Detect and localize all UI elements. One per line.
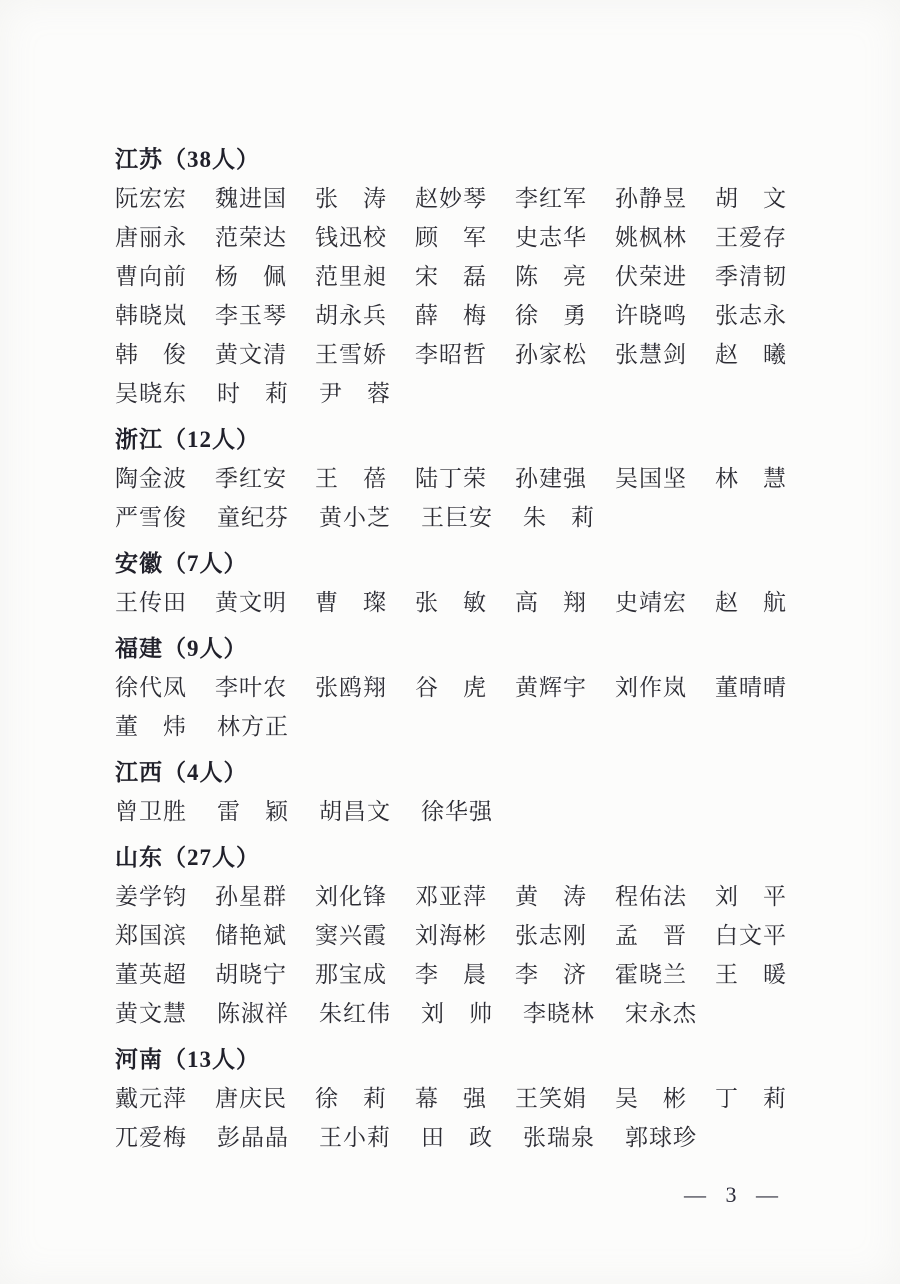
person-name: 李玉琴	[215, 303, 287, 328]
province-heading: 河南（13人）	[115, 1047, 260, 1072]
person-name: 雷 颖	[217, 799, 289, 824]
person-name: 阮宏宏	[115, 186, 187, 211]
person-name: 高 翔	[515, 590, 587, 615]
province-heading: 江西（4人）	[115, 760, 248, 785]
province-section	[115, 629, 787, 746]
province-heading: 山东（27人）	[115, 845, 260, 870]
person-name: 李昭哲	[415, 342, 487, 367]
province-heading: 浙江（12人）	[115, 427, 260, 452]
person-name: 徐华强	[421, 799, 493, 824]
province-section	[115, 420, 787, 537]
section-rows	[115, 668, 787, 746]
province-section	[115, 140, 787, 413]
person-name: 顾 军	[415, 225, 487, 250]
person-name: 霍晓兰	[615, 962, 687, 987]
person-name: 张志刚	[515, 923, 587, 948]
person-name: 刘 帅	[421, 1001, 493, 1026]
person-name: 史志华	[515, 225, 587, 250]
person-name: 朱 莉	[523, 505, 595, 530]
person-name: 季清韧	[715, 264, 787, 289]
person-name: 王 蓓	[315, 466, 387, 491]
person-name: 孙静昱	[615, 186, 687, 211]
name-row	[115, 994, 787, 1033]
person-name: 董 炜	[115, 714, 187, 739]
name-row	[115, 1079, 787, 1118]
person-name: 董英超	[115, 962, 187, 987]
name-row	[115, 218, 787, 257]
person-name: 董晴晴	[715, 675, 787, 700]
person-name: 赵 航	[715, 590, 787, 615]
person-name: 李叶农	[215, 675, 287, 700]
province-heading: 安徽（7人）	[115, 551, 248, 576]
person-name: 徐 莉	[315, 1086, 387, 1111]
name-row	[115, 955, 787, 994]
person-name: 幕 强	[415, 1086, 487, 1111]
province-heading: 江苏（38人）	[115, 147, 260, 172]
person-name: 李晓林	[523, 1001, 595, 1026]
person-name: 李 晨	[415, 962, 487, 987]
person-name: 谷 虎	[415, 675, 487, 700]
person-name: 唐丽永	[115, 225, 187, 250]
person-name: 王小莉	[319, 1125, 391, 1150]
person-name: 田 政	[421, 1125, 493, 1150]
person-name: 唐庆民	[215, 1086, 287, 1111]
person-name: 丁 莉	[715, 1086, 787, 1111]
person-name: 薛 梅	[415, 303, 487, 328]
section-rows	[115, 1079, 787, 1157]
person-name: 赵 曦	[715, 342, 787, 367]
person-name: 姜学钧	[115, 884, 187, 909]
section-rows	[115, 583, 787, 622]
person-name: 兀爱梅	[115, 1125, 187, 1150]
province-section	[115, 1040, 787, 1157]
person-name: 时 莉	[217, 381, 289, 406]
name-row	[115, 179, 787, 218]
person-name: 刘 平	[715, 884, 787, 909]
person-name: 张鸥翔	[315, 675, 387, 700]
person-name: 刘海彬	[415, 923, 487, 948]
person-name: 范荣达	[215, 225, 287, 250]
person-name: 黄小芝	[319, 505, 391, 530]
person-name: 王爱存	[715, 225, 787, 250]
person-name: 黄文明	[215, 590, 287, 615]
person-name: 黄辉宇	[515, 675, 587, 700]
section-rows	[115, 179, 787, 413]
person-name: 邓亚萍	[415, 884, 487, 909]
person-name: 王巨安	[421, 505, 493, 530]
person-name: 彭晶晶	[217, 1125, 289, 1150]
name-row	[115, 335, 787, 374]
person-name: 吴国坚	[615, 466, 687, 491]
person-name: 童纪芬	[217, 505, 289, 530]
person-name: 孙星群	[215, 884, 287, 909]
person-name: 陆丁荣	[415, 466, 487, 491]
person-name: 胡永兵	[315, 303, 387, 328]
person-name: 胡晓宁	[215, 962, 287, 987]
province-section	[115, 544, 787, 622]
person-name: 陈 亮	[515, 264, 587, 289]
person-name: 陶金波	[115, 466, 187, 491]
name-row	[115, 1118, 787, 1157]
name-row	[115, 792, 787, 831]
person-name: 李红军	[515, 186, 587, 211]
person-name: 张 涛	[315, 186, 387, 211]
person-name: 那宝成	[315, 962, 387, 987]
person-name: 伏荣进	[615, 264, 687, 289]
person-name: 张志永	[715, 303, 787, 328]
name-row	[115, 459, 787, 498]
person-name: 吴晓东	[115, 381, 187, 406]
person-name: 孙家松	[515, 342, 587, 367]
person-name: 许晓鸣	[615, 303, 687, 328]
name-row	[115, 916, 787, 955]
name-row	[115, 707, 787, 746]
name-row	[115, 583, 787, 622]
person-name: 曹 璨	[315, 590, 387, 615]
page-number: — 3 —	[684, 1182, 778, 1207]
person-name: 赵妙琴	[415, 186, 487, 211]
person-name: 郭球珍	[625, 1125, 697, 1150]
person-name: 韩晓岚	[115, 303, 187, 328]
name-row	[115, 877, 787, 916]
person-name: 李 济	[515, 962, 587, 987]
person-name: 储艳斌	[215, 923, 287, 948]
person-name: 王传田	[115, 590, 187, 615]
province-section	[115, 838, 787, 1033]
name-row	[115, 668, 787, 707]
person-name: 胡 文	[715, 186, 787, 211]
person-name: 韩 俊	[115, 342, 187, 367]
person-name: 陈淑祥	[217, 1001, 289, 1026]
person-name: 严雪俊	[115, 505, 187, 530]
province-heading: 福建（9人）	[115, 636, 248, 661]
section-rows	[115, 792, 787, 831]
person-name: 孙建强	[515, 466, 587, 491]
person-name: 黄文清	[215, 342, 287, 367]
person-name: 季红安	[215, 466, 287, 491]
person-name: 刘作岚	[615, 675, 687, 700]
person-name: 王笑娟	[515, 1086, 587, 1111]
province-section	[115, 753, 787, 831]
person-name: 钱迅校	[315, 225, 387, 250]
person-name: 刘化锋	[315, 884, 387, 909]
name-row	[115, 498, 787, 537]
person-name: 张瑞泉	[523, 1125, 595, 1150]
name-list	[115, 133, 787, 1157]
person-name: 胡昌文	[319, 799, 391, 824]
person-name: 杨 佩	[215, 264, 287, 289]
name-row	[115, 296, 787, 335]
person-name: 宋 磊	[415, 264, 487, 289]
person-name: 曾卫胜	[115, 799, 187, 824]
name-row	[115, 374, 787, 413]
person-name: 尹 蓉	[319, 381, 391, 406]
person-name: 林 慧	[715, 466, 787, 491]
person-name: 王 暖	[715, 962, 787, 987]
person-name: 林方正	[217, 714, 289, 739]
name-row	[115, 257, 787, 296]
person-name: 徐代凤	[115, 675, 187, 700]
person-name: 朱红伟	[319, 1001, 391, 1026]
person-name: 张 敏	[415, 590, 487, 615]
person-name: 黄 涛	[515, 884, 587, 909]
person-name: 郑国滨	[115, 923, 187, 948]
person-name: 张慧剑	[615, 342, 687, 367]
person-name: 范里昶	[315, 264, 387, 289]
person-name: 戴元萍	[115, 1086, 187, 1111]
person-name: 史靖宏	[615, 590, 687, 615]
person-name: 曹向前	[115, 264, 187, 289]
section-rows	[115, 877, 787, 1033]
person-name: 黄文慧	[115, 1001, 187, 1026]
person-name: 姚枫林	[615, 225, 687, 250]
person-name: 魏进国	[215, 186, 287, 211]
section-rows	[115, 459, 787, 537]
person-name: 徐 勇	[515, 303, 587, 328]
person-name: 窦兴霞	[315, 923, 387, 948]
person-name: 王雪娇	[315, 342, 387, 367]
person-name: 孟 晋	[615, 923, 687, 948]
person-name: 宋永杰	[625, 1001, 697, 1026]
person-name: 白文平	[715, 923, 787, 948]
person-name: 程佑法	[615, 884, 687, 909]
person-name: 吴 彬	[615, 1086, 687, 1111]
